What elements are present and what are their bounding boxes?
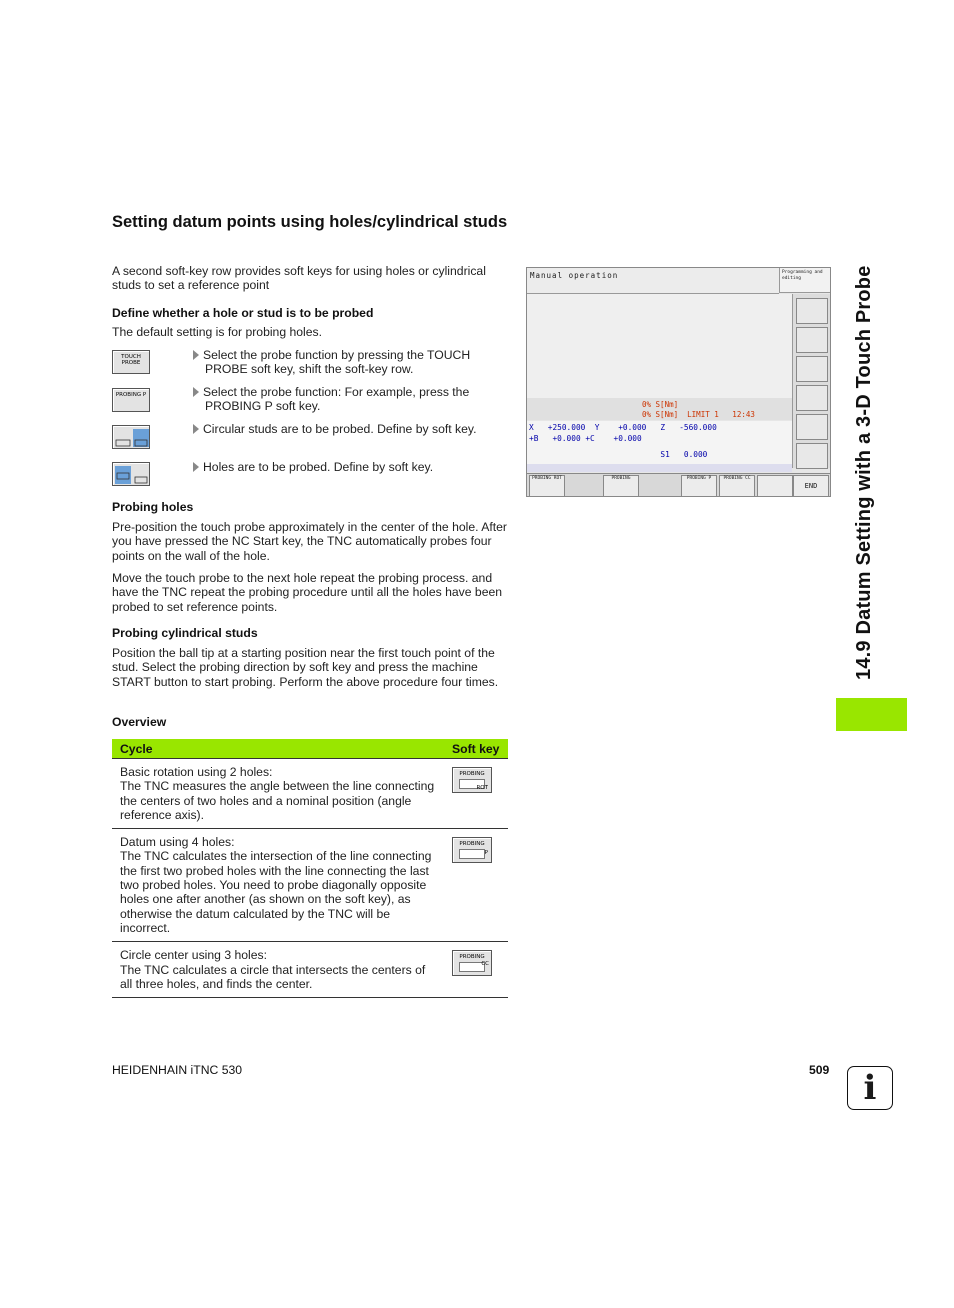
step-1 [193, 348, 470, 376]
info-icon: i [847, 1066, 893, 1110]
cycle-title: Basic rotation using 2 holes: [120, 765, 273, 779]
cycle-cell [112, 829, 444, 942]
probing-holes-heading: Probing holes [112, 500, 194, 514]
softkey-cell [444, 829, 508, 942]
chapter-side-title: 14.9 Datum Setting with a 3-D Touch Probe [853, 265, 875, 680]
screen-softkey: PROBING [603, 475, 639, 497]
vertical-softkey [796, 327, 828, 353]
step-4 [193, 460, 433, 474]
table-row [112, 759, 508, 829]
screen-softkey: PROBING ROT [529, 475, 565, 497]
arrow-right-icon [193, 387, 199, 397]
vertical-softkey [796, 298, 828, 324]
overview-heading: Overview [112, 715, 167, 729]
page-number: 509 [809, 1063, 830, 1077]
define-default-text: The default setting is for probing holes. [112, 325, 323, 339]
arrow-right-icon [193, 424, 199, 434]
vertical-softkey-bar [792, 294, 831, 468]
pos-row2: +B +0.000 +C +0.000 [529, 434, 642, 443]
define-heading: Define whether a hole or stud is to be probed [112, 306, 374, 320]
screen-mode: Manual operation [530, 271, 619, 280]
pos-row3: S1 0.000 [529, 450, 708, 459]
hole-probe-icon [113, 463, 150, 486]
step-2-line1: Select the probe function: For example, press the [203, 385, 470, 399]
step-2-line2: PROBING P soft key. [205, 399, 321, 413]
hole-softkey [112, 462, 150, 486]
probing-p-softkey [452, 837, 492, 863]
cycle-text: The TNC calculates the intersection of the line connecting the first two probed holes with the line connecting the last two probed holes. You need to probe diagonally opposite holes one after another (as shown on the soft key), as otherwise the datum calculated by the TNC will be incorrect. [120, 849, 432, 935]
step-1-line2: PROBE soft key, shift the soft-key row. [205, 362, 414, 376]
cycle-text: The TNC calculates a circle that intersects the centers of all three holes, and finds the center. [120, 962, 426, 991]
softkey-top-label: PROBING [459, 841, 485, 848]
probing-holes-p2: Move the touch probe to the next hole repeat the probing process. and have the TNC repeat the probing procedure until all the holes have been probed to set reference points. [112, 571, 503, 614]
cycle-text: The TNC measures the angle between the line connecting the centers of two holes and a nominal position (angle reference axis). [120, 779, 435, 822]
screen-header [527, 268, 779, 294]
status-line2: 0% S[Nm] LIMIT 1 12:43 [642, 410, 755, 419]
softkey-cell [444, 759, 508, 829]
vertical-softkey [796, 414, 828, 440]
screen-softkey-end: END [793, 475, 829, 497]
footer-product: HEIDENHAIN iTNC 530 [112, 1063, 243, 1077]
chapter-tab [836, 698, 907, 731]
col-softkey: Soft key [444, 739, 508, 759]
step-3 [193, 422, 476, 436]
arrow-right-icon [193, 462, 199, 472]
softkey-bottom-label: P [484, 850, 488, 857]
softkey-cell [444, 942, 508, 998]
probing-cc-softkey [452, 950, 492, 976]
probing-rot-softkey [452, 767, 492, 793]
overview-header-row [112, 739, 508, 759]
tnc-screenshot [526, 267, 831, 497]
probing-p-softkey-label: PROBING P [115, 392, 147, 398]
probing-p-softkey [112, 388, 150, 412]
screen-softkey: PROBING P [681, 475, 717, 497]
probing-studs-heading: Probing cylindrical studs [112, 626, 258, 640]
position-display [527, 421, 792, 465]
cycle-cell [112, 759, 444, 829]
section-title: Setting datum points using holes/cylindrical studs [112, 213, 508, 231]
cycle-title: Circle center using 3 holes: [120, 948, 267, 963]
softkey-bottom-label: ROT [476, 785, 488, 791]
step-3-line1: Circular studs are to be probed. Define by soft key. [203, 422, 477, 436]
status-line1: 0% S[Nm] [642, 400, 679, 409]
step-1-line1: Select the probe function by pressing the TOUCH [203, 348, 471, 362]
arrow-right-icon [193, 350, 199, 360]
table-row [112, 942, 508, 998]
probing-holes-p1: Pre-position the touch probe approximately in the center of the hole. After you have pressed the NC Start key, the TNC automatically probes four points on the wall of the hole. [112, 520, 507, 563]
intro-text: A second soft-key row provides soft keys for using holes or cylindrical studs to set a reference point [112, 264, 486, 293]
softkey-top-label: PROBING [459, 954, 485, 961]
overview-table [112, 739, 508, 998]
touch-probe-softkey-label: TOUCH PROBE [121, 354, 141, 366]
pos-row1: X +250.000 Y +0.000 Z -560.000 [529, 423, 717, 432]
screen-mode-right: Programming and editing [779, 268, 830, 293]
touch-probe-softkey [112, 350, 150, 374]
vertical-softkey [796, 356, 828, 382]
screen-softkey [757, 475, 793, 497]
vertical-softkey [796, 443, 828, 469]
probe-p-icon [459, 849, 485, 859]
table-row [112, 829, 508, 942]
softkey-bottom-label: CC [481, 961, 489, 968]
screen-info-line [527, 464, 792, 472]
stud-probe-icon [113, 426, 150, 449]
screen-softkey-row [527, 473, 830, 497]
probing-studs-p1: Position the ball tip at a starting position near the first touch point of the stud. Select the probing direction by soft key and press the machine START button to start probing. Perform the above procedure four times. [112, 646, 499, 689]
step-4-line1: Holes are to be probed. Define by soft key. [203, 460, 434, 474]
screen-softkey: PROBING CC [719, 475, 755, 497]
cycle-cell [112, 942, 444, 998]
screen-main-area [527, 294, 792, 398]
step-2 [193, 385, 469, 413]
screen-status [527, 398, 792, 420]
softkey-top-label: PROBING [459, 771, 485, 777]
vertical-softkey [796, 385, 828, 411]
col-cycle: Cycle [112, 739, 444, 759]
cycle-title: Datum using 4 holes: [120, 835, 235, 850]
stud-softkey [112, 425, 150, 449]
